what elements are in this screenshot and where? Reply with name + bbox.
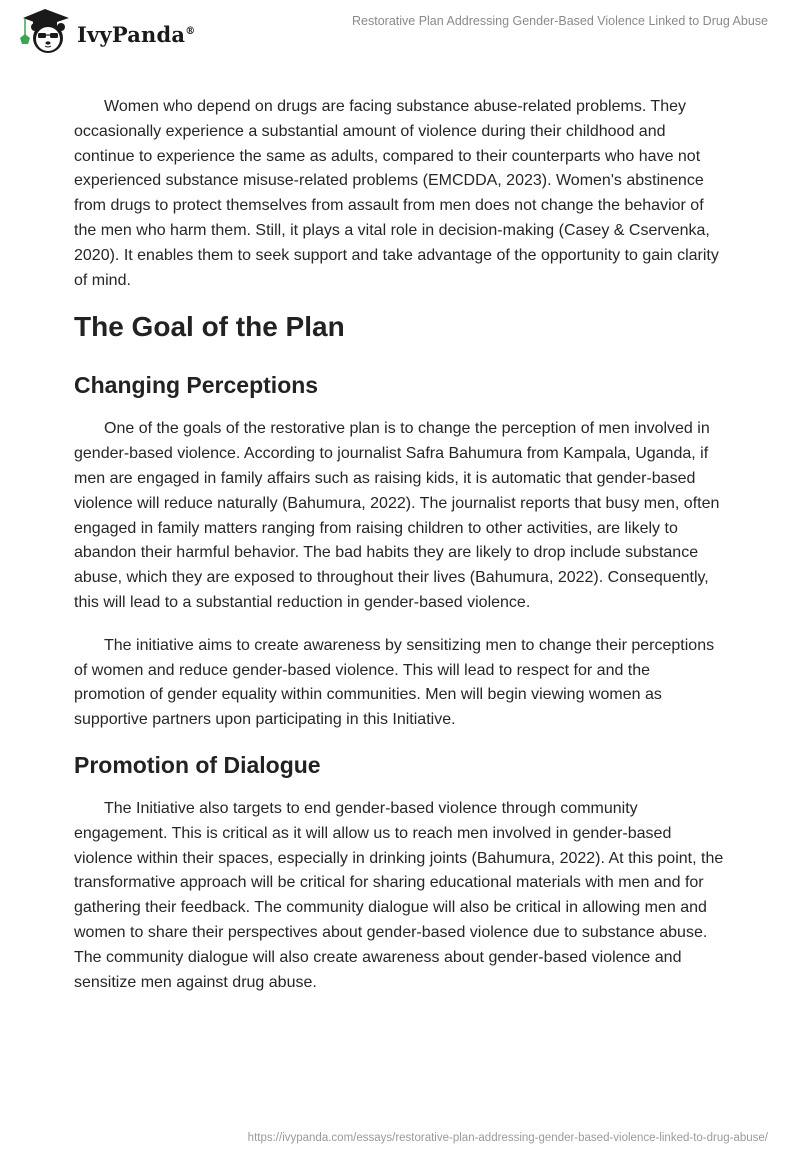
- panda-graduate-icon: [17, 6, 73, 56]
- registered-mark: ®: [185, 25, 196, 37]
- paragraph-changing-perceptions-2: The initiative aims to create awareness by sensitizing men to change their perceptions of women and reduce gender-based violence. This will lead to respect for and the promotion of gender equality within communities. Men will begin viewing women as supportive partners upon participating in this Initiative.: [74, 636, 715, 729]
- intro-paragraph: Women who depend on drugs are facing substance abuse-related problems. They occasionally experience a substantial amount of violence during their childhood and continue to experience the same as adults, compared to their counterparts who have not experienced substance misuse-related problems (EMCDDA, 2023). Women's abstinence from drugs to protect themselves from assault from men does not change the behavior of the men who harm them. Still, it plays a vital role in decision-making (Casey & Cservenka, 2020). It enables them to seek support and take advantage of the opportunity to gain clarity of mind.: [74, 98, 719, 289]
- page-header: [0, 0, 800, 60]
- paragraph-changing-perceptions-1: One of the goals of the restorative plan is to change the perception of men involved in gender-based violence. According to journalist Safra Bahumura from Kampala, Uganda, if men are engaged in family affairs such as raising kids, it is automatic that gender-based violence will reduce naturally (Bahumura, 2022). The journalist reports that busy men, often engaged in family matters ranging from raising children to other activities, are likely to abandon their harmful behavior. The bad habits they are likely to drop include substance abuse, which they are exposed to throughout their lives (Bahumura, 2022). Consequently, this will lead to a substantial reduction in gender-based violence.: [74, 420, 720, 611]
- document-title: Restorative Plan Addressing Gender-Based Violence Linked to Drug Abuse: [352, 14, 768, 28]
- section-heading-goal: The Goal of the Plan: [74, 311, 345, 343]
- paragraph-promotion-of-dialogue-1: The Initiative also targets to end gender-based violence through community engagement. This is critical as it will allow us to reach men involved in gender-based violence within their spaces, especially in drinking joints (Bahumura, 2022). At this point, the transformative approach will be critical for sharing educational materials with men and for gathering their feedback. The community dialogue will also be critical in allowing men and women to share their perspectives about gender-based violence due to substance abuse. The community dialogue will also create awareness about gender-based violence and sensitize men against drug abuse.: [74, 799, 724, 991]
- subsection-heading-changing-perceptions: Changing Perceptions: [74, 372, 319, 399]
- article-body: [74, 95, 724, 1013]
- subsection-heading-promotion-of-dialogue: Promotion of Dialogue: [74, 751, 321, 778]
- ivypanda-logo[interactable]: [17, 6, 195, 56]
- logo-text: IvyPanda: [77, 21, 186, 47]
- source-url-link[interactable]: https://ivypanda.com/essays/restorative-plan-addressing-gender-based-violence-linked-to-drug-abuse/: [247, 1132, 768, 1144]
- logo-wordmark: [77, 22, 195, 47]
